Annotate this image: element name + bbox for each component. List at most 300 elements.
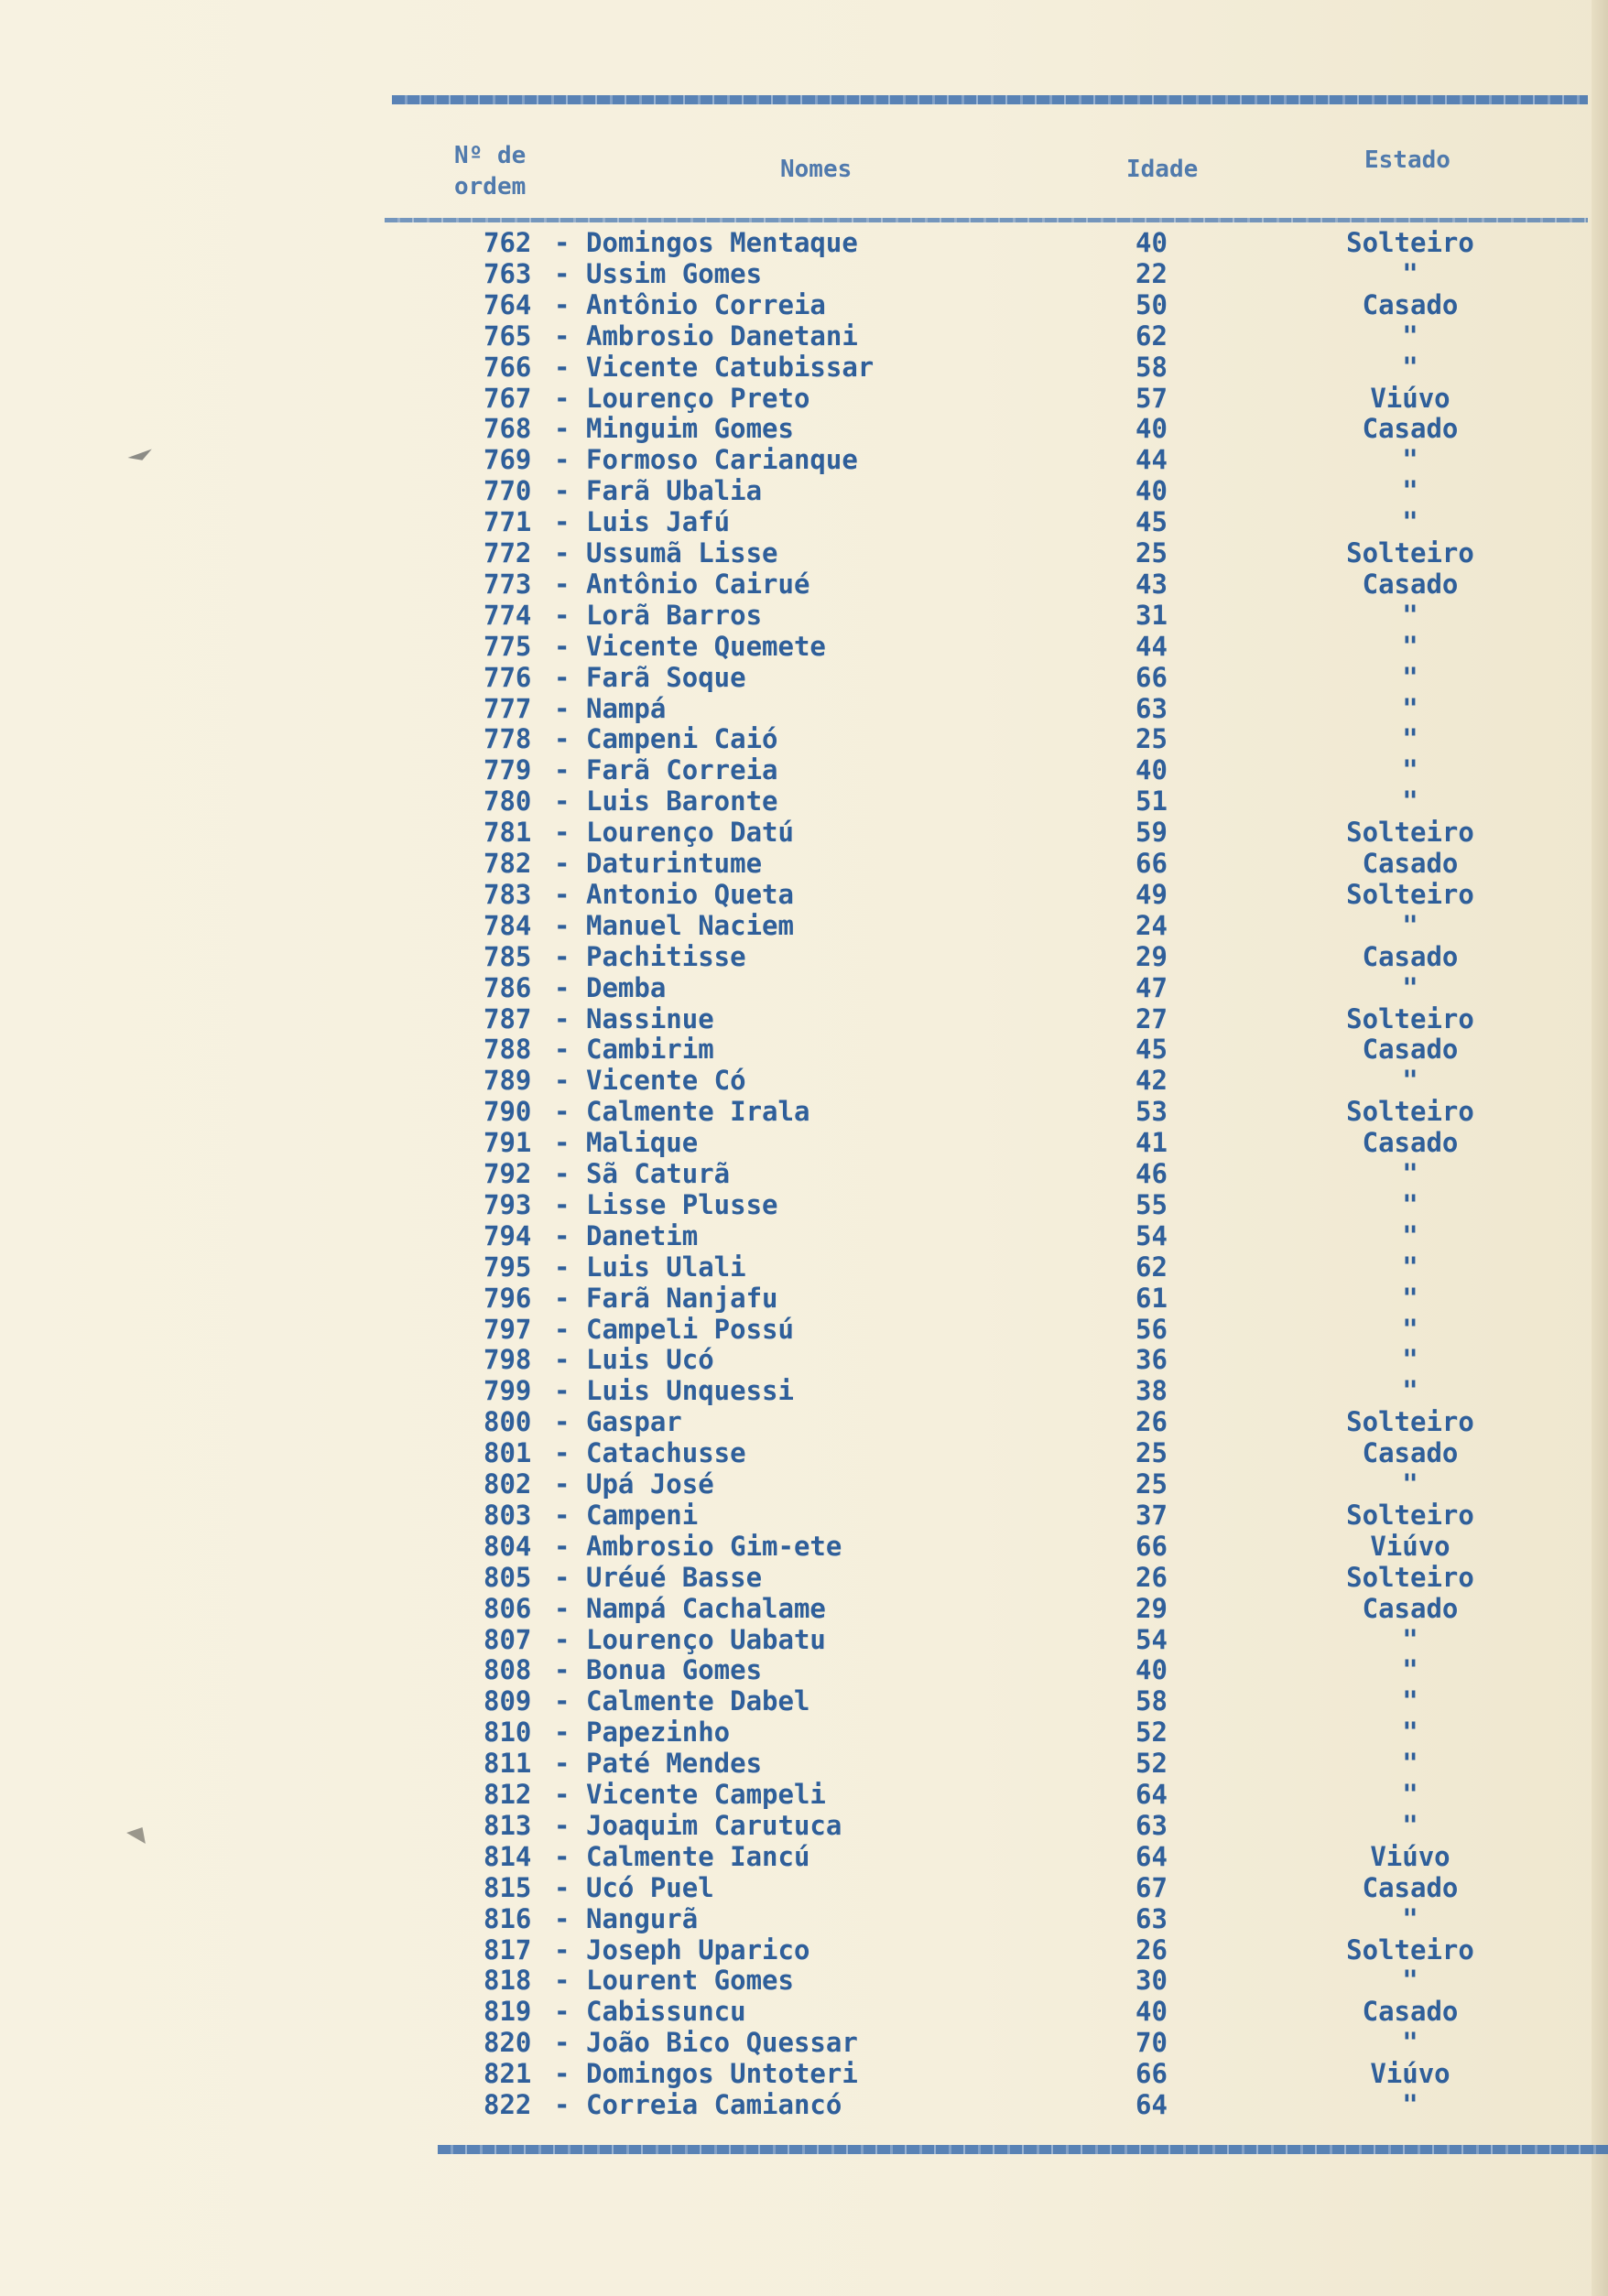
order-number: 779 [483, 754, 532, 786]
marital-status: " [1402, 1282, 1418, 1314]
table-row [0, 1531, 1608, 1562]
table-row [0, 693, 1608, 724]
marital-status: " [1402, 1188, 1418, 1220]
person-age: 57 [1135, 382, 1168, 414]
person-name: Ucó Puel [586, 1871, 714, 1903]
person-age: 61 [1135, 1282, 1168, 1314]
person-age: 37 [1135, 1499, 1168, 1531]
table-row [0, 2058, 1608, 2089]
person-age: 30 [1135, 1965, 1168, 1997]
order-number: 789 [483, 1065, 532, 1097]
marital-status: " [1402, 1685, 1418, 1717]
person-age: 26 [1135, 1933, 1168, 1966]
marital-status: " [1402, 1654, 1418, 1686]
table-row [0, 941, 1608, 972]
marital-status: Solteiro [1346, 1002, 1474, 1034]
order-number: 767 [483, 382, 532, 414]
marital-status: " [1402, 785, 1418, 818]
table-row [0, 475, 1608, 506]
marital-status: Casado [1362, 1127, 1459, 1159]
separator-dash: - [554, 1499, 570, 1531]
table-row [0, 1344, 1608, 1375]
order-number: 802 [483, 1468, 532, 1500]
table-row [0, 258, 1608, 289]
marital-status: Solteiro [1346, 1499, 1474, 1531]
marital-status: " [1402, 971, 1418, 1003]
table-row [0, 1934, 1608, 1966]
separator-dash: - [554, 444, 570, 476]
person-name: Formoso Carianque [586, 444, 858, 476]
table-row [0, 1841, 1608, 1872]
person-name: Ussumã Lisse [586, 537, 778, 569]
person-age: 63 [1135, 1902, 1168, 1934]
table-row [0, 817, 1608, 848]
person-age: 56 [1135, 1313, 1168, 1345]
person-name: Correia Camiancó [586, 2089, 842, 2120]
separator-dash: - [554, 1902, 570, 1934]
separator-dash: - [554, 692, 570, 724]
order-number: 809 [483, 1685, 532, 1717]
header-estado: Estado [1364, 146, 1450, 174]
person-name: Danetim [586, 1219, 699, 1251]
separator-dash: - [554, 1840, 570, 1872]
separator-dash: - [554, 817, 570, 849]
table-row [0, 1158, 1608, 1189]
person-age: 44 [1135, 444, 1168, 476]
table-row [0, 1065, 1608, 1096]
person-age: 52 [1135, 1717, 1168, 1749]
marital-status: " [1402, 2089, 1418, 2120]
person-name: Lourent Gomes [586, 1965, 794, 1997]
person-name: Lorã Barros [586, 599, 763, 631]
order-number: 772 [483, 537, 532, 569]
person-age: 54 [1135, 1219, 1168, 1251]
marital-status: Casado [1362, 1437, 1459, 1469]
marital-status: " [1402, 754, 1418, 786]
separator-dash: - [554, 1344, 570, 1376]
marital-status: " [1402, 599, 1418, 631]
marital-status: Viúvo [1370, 2058, 1450, 2090]
separator-dash: - [554, 599, 570, 631]
person-age: 45 [1135, 506, 1168, 538]
separator-dash: - [554, 1779, 570, 1810]
table-row [0, 1593, 1608, 1624]
person-name: Luis Unquessi [586, 1375, 794, 1407]
person-age: 70 [1135, 2027, 1168, 2059]
table-row [0, 600, 1608, 631]
person-age: 25 [1135, 1437, 1168, 1469]
order-number: 782 [483, 848, 532, 879]
person-name: Gaspar [586, 1406, 682, 1438]
person-name: Lourenço Uabatu [586, 1623, 826, 1655]
order-number: 822 [483, 2089, 532, 2120]
marital-status: " [1402, 1375, 1418, 1407]
person-name: Joaquim Carutuca [586, 1809, 842, 1841]
order-number: 807 [483, 1623, 532, 1655]
marital-status: " [1402, 319, 1418, 352]
separator-dash: - [554, 1188, 570, 1220]
person-age: 58 [1135, 351, 1168, 383]
person-name: Lourenço Datú [586, 817, 794, 849]
person-name: Farã Ubalia [586, 475, 763, 507]
person-age: 66 [1135, 661, 1168, 693]
person-name: Papezinho [586, 1717, 731, 1749]
table-row [0, 506, 1608, 537]
table-row [0, 1375, 1608, 1406]
person-age: 58 [1135, 1685, 1168, 1717]
marital-status: " [1402, 661, 1418, 693]
table-row [0, 1717, 1608, 1748]
person-name: Lisse Plusse [586, 1188, 778, 1220]
person-age: 54 [1135, 1623, 1168, 1655]
header-ordem-line1: Nº de [454, 142, 527, 169]
separator-dash: - [554, 2058, 570, 2090]
order-number: 763 [483, 257, 532, 289]
table-row [0, 1096, 1608, 1127]
person-name: Sã Caturã [586, 1158, 731, 1189]
person-name: Ussim Gomes [586, 257, 763, 289]
bottom-double-rule [438, 2145, 1608, 2154]
person-name: Cabissuncu [586, 1996, 746, 2028]
person-age: 25 [1135, 537, 1168, 569]
order-number: 801 [483, 1437, 532, 1469]
separator-dash: - [554, 1313, 570, 1345]
order-number: 793 [483, 1188, 532, 1220]
separator-dash: - [554, 227, 570, 258]
person-age: 31 [1135, 599, 1168, 631]
marital-status: " [1402, 1717, 1418, 1749]
table-row [0, 1996, 1608, 2027]
marital-status: Solteiro [1346, 878, 1474, 910]
person-age: 29 [1135, 1592, 1168, 1624]
separator-dash: - [554, 909, 570, 941]
table-row [0, 537, 1608, 569]
marital-status: Solteiro [1346, 1933, 1474, 1966]
table-row [0, 1500, 1608, 1531]
marital-status: Casado [1362, 940, 1459, 972]
person-name: Calmente Iancú [586, 1840, 810, 1872]
order-number: 810 [483, 1717, 532, 1749]
order-number: 819 [483, 1996, 532, 2028]
person-age: 40 [1135, 413, 1168, 445]
header-idade: Idade [1126, 156, 1199, 183]
person-name: Paté Mendes [586, 1748, 763, 1780]
order-number: 769 [483, 444, 532, 476]
person-age: 25 [1135, 723, 1168, 755]
separator-dash: - [554, 351, 570, 383]
separator-dash: - [554, 1468, 570, 1500]
person-name: Antonio Queta [586, 878, 794, 910]
separator-dash: - [554, 1592, 570, 1624]
table-row [0, 1127, 1608, 1158]
marital-status: Casado [1362, 1871, 1459, 1903]
order-number: 781 [483, 817, 532, 849]
separator-dash: - [554, 1282, 570, 1314]
person-age: 40 [1135, 1996, 1168, 2028]
order-number: 773 [483, 568, 532, 600]
order-number: 806 [483, 1592, 532, 1624]
person-name: João Bico Quessar [586, 2027, 858, 2059]
table-row [0, 1220, 1608, 1251]
person-age: 26 [1135, 1561, 1168, 1593]
person-age: 29 [1135, 940, 1168, 972]
marital-status: " [1402, 1313, 1418, 1345]
table-row [0, 910, 1608, 941]
order-number: 796 [483, 1282, 532, 1314]
separator-dash: - [554, 630, 570, 662]
table-row [0, 1654, 1608, 1685]
person-name: Nampá [586, 692, 667, 724]
person-age: 67 [1135, 1871, 1168, 1903]
order-number: 791 [483, 1127, 532, 1159]
person-name: Cambirim [586, 1034, 714, 1066]
separator-dash: - [554, 413, 570, 445]
separator-dash: - [554, 1002, 570, 1034]
order-number: 814 [483, 1840, 532, 1872]
table-row [0, 1251, 1608, 1283]
separator-dash: - [554, 661, 570, 693]
person-name: Bonua Gomes [586, 1654, 763, 1686]
marital-status: Solteiro [1346, 227, 1474, 258]
table-row [0, 352, 1608, 383]
person-name: Luis Jafú [586, 506, 731, 538]
person-name: Antônio Correia [586, 288, 826, 320]
person-name: Demba [586, 971, 667, 1003]
order-number: 812 [483, 1779, 532, 1810]
person-name: Domingos Mentaque [586, 227, 858, 258]
order-number: 764 [483, 288, 532, 320]
person-name: Manuel Naciem [586, 909, 794, 941]
order-number: 778 [483, 723, 532, 755]
person-age: 36 [1135, 1344, 1168, 1376]
person-name: Daturintume [586, 848, 763, 879]
header-ordem [454, 140, 555, 202]
separator-dash: - [554, 1065, 570, 1097]
person-age: 40 [1135, 227, 1168, 258]
person-age: 40 [1135, 1654, 1168, 1686]
marital-status: Viúvo [1370, 382, 1450, 414]
person-age: 66 [1135, 1530, 1168, 1562]
marital-status: Casado [1362, 568, 1459, 600]
person-name: Vicente Có [586, 1065, 746, 1097]
separator-dash: - [554, 2089, 570, 2120]
separator-dash: - [554, 1375, 570, 1407]
separator-dash: - [554, 1809, 570, 1841]
order-number: 787 [483, 1002, 532, 1034]
marital-status: Casado [1362, 413, 1459, 445]
marital-status: Casado [1362, 1996, 1459, 2028]
separator-dash: - [554, 848, 570, 879]
separator-dash: - [554, 1561, 570, 1593]
order-number: 792 [483, 1158, 532, 1189]
marital-status: " [1402, 1965, 1418, 1997]
order-number: 803 [483, 1499, 532, 1531]
order-number: 777 [483, 692, 532, 724]
table-row [0, 754, 1608, 785]
marital-status: " [1402, 1779, 1418, 1810]
marital-status: " [1402, 1809, 1418, 1841]
person-age: 64 [1135, 1779, 1168, 1810]
order-number: 784 [483, 909, 532, 941]
marital-status: " [1402, 692, 1418, 724]
person-name: Pachitisse [586, 940, 746, 972]
person-age: 44 [1135, 630, 1168, 662]
table-row [0, 1562, 1608, 1593]
person-age: 42 [1135, 1065, 1168, 1097]
marital-status: " [1402, 1065, 1418, 1097]
separator-dash: - [554, 1530, 570, 1562]
separator-dash: - [554, 319, 570, 352]
person-age: 47 [1135, 971, 1168, 1003]
person-name: Antônio Cairué [586, 568, 810, 600]
person-name: Calmente Dabel [586, 1685, 810, 1717]
separator-dash: - [554, 2027, 570, 2059]
separator-dash: - [554, 1685, 570, 1717]
table-row [0, 444, 1608, 475]
separator-dash: - [554, 506, 570, 538]
order-number: 795 [483, 1251, 532, 1283]
marital-status: " [1402, 1902, 1418, 1934]
order-number: 798 [483, 1344, 532, 1376]
marital-status: " [1402, 351, 1418, 383]
marital-status: Viúvo [1370, 1840, 1450, 1872]
separator-dash: - [554, 1406, 570, 1438]
person-age: 22 [1135, 257, 1168, 289]
table-row [0, 1283, 1608, 1314]
person-name: Nangurã [586, 1902, 699, 1934]
person-age: 62 [1135, 319, 1168, 352]
order-number: 800 [483, 1406, 532, 1438]
person-age: 25 [1135, 1468, 1168, 1500]
order-number: 794 [483, 1219, 532, 1251]
person-name: Farã Correia [586, 754, 778, 786]
order-number: 776 [483, 661, 532, 693]
order-number: 785 [483, 940, 532, 972]
separator-dash: - [554, 568, 570, 600]
separator-dash: - [554, 1748, 570, 1780]
person-name: Calmente Irala [586, 1096, 810, 1128]
marital-status: " [1402, 1748, 1418, 1780]
separator-dash: - [554, 1158, 570, 1189]
marital-status: " [1402, 1219, 1418, 1251]
person-age: 53 [1135, 1096, 1168, 1128]
table-row [0, 289, 1608, 320]
table-row [0, 320, 1608, 352]
marital-status: " [1402, 506, 1418, 538]
marital-status: Casado [1362, 288, 1459, 320]
table-row [0, 1003, 1608, 1034]
order-number: 816 [483, 1902, 532, 1934]
order-number: 818 [483, 1965, 532, 1997]
table-row [0, 662, 1608, 693]
table-row [0, 879, 1608, 910]
order-number: 815 [483, 1871, 532, 1903]
separator-dash: - [554, 1096, 570, 1128]
header-nomes: Nomes [780, 156, 853, 183]
separator-dash: - [554, 288, 570, 320]
person-age: 46 [1135, 1158, 1168, 1189]
person-age: 49 [1135, 878, 1168, 910]
person-name: Nampá Cachalame [586, 1592, 826, 1624]
marital-status: Solteiro [1346, 1561, 1474, 1593]
order-number: 786 [483, 971, 532, 1003]
marital-status: " [1402, 1623, 1418, 1655]
separator-dash: - [554, 382, 570, 414]
person-age: 59 [1135, 817, 1168, 849]
table-row [0, 1810, 1608, 1841]
table-row [0, 2089, 1608, 2120]
person-age: 52 [1135, 1748, 1168, 1780]
table-row [0, 1468, 1608, 1500]
marital-status: Casado [1362, 1592, 1459, 1624]
table-row [0, 1748, 1608, 1779]
table-row [0, 785, 1608, 817]
person-age: 66 [1135, 848, 1168, 879]
table-row [0, 1314, 1608, 1345]
separator-dash: - [554, 1127, 570, 1159]
table-row [0, 1624, 1608, 1655]
person-age: 64 [1135, 1840, 1168, 1872]
person-name: Catachusse [586, 1437, 746, 1469]
separator-dash: - [554, 1965, 570, 1997]
order-number: 821 [483, 2058, 532, 2090]
marital-status: " [1402, 1158, 1418, 1189]
separator-dash: - [554, 1871, 570, 1903]
marital-status: " [1402, 444, 1418, 476]
person-name: Campeli Possú [586, 1313, 794, 1345]
person-name: Ambrosio Danetani [586, 319, 858, 352]
person-name: Vicente Catubissar [586, 351, 875, 383]
order-number: 797 [483, 1313, 532, 1345]
person-age: 40 [1135, 754, 1168, 786]
order-number: 804 [483, 1530, 532, 1562]
separator-dash: - [554, 1219, 570, 1251]
separator-dash: - [554, 785, 570, 818]
order-number: 774 [483, 599, 532, 631]
person-name: Farã Soque [586, 661, 746, 693]
separator-dash: - [554, 1623, 570, 1655]
order-number: 771 [483, 506, 532, 538]
order-number: 808 [483, 1654, 532, 1686]
marital-status: Solteiro [1346, 1096, 1474, 1128]
table-row [0, 2027, 1608, 2058]
order-number: 768 [483, 413, 532, 445]
marital-status: " [1402, 723, 1418, 755]
order-number: 811 [483, 1748, 532, 1780]
marital-status: " [1402, 475, 1418, 507]
table-row [0, 1437, 1608, 1468]
marital-status: Solteiro [1346, 1406, 1474, 1438]
person-name: Campeni [586, 1499, 699, 1531]
order-number: 765 [483, 319, 532, 352]
separator-dash: - [554, 723, 570, 755]
table-row [0, 1034, 1608, 1065]
table-row [0, 631, 1608, 662]
separator-dash: - [554, 1717, 570, 1749]
marital-status: Solteiro [1346, 537, 1474, 569]
table-row [0, 569, 1608, 600]
order-number: 770 [483, 475, 532, 507]
order-number: 780 [483, 785, 532, 818]
order-number: 799 [483, 1375, 532, 1407]
table-row [0, 848, 1608, 879]
person-age: 50 [1135, 288, 1168, 320]
separator-dash: - [554, 1996, 570, 2028]
separator-dash: - [554, 971, 570, 1003]
header-rule [385, 218, 1588, 222]
table-row [0, 1406, 1608, 1437]
order-number: 817 [483, 1933, 532, 1966]
